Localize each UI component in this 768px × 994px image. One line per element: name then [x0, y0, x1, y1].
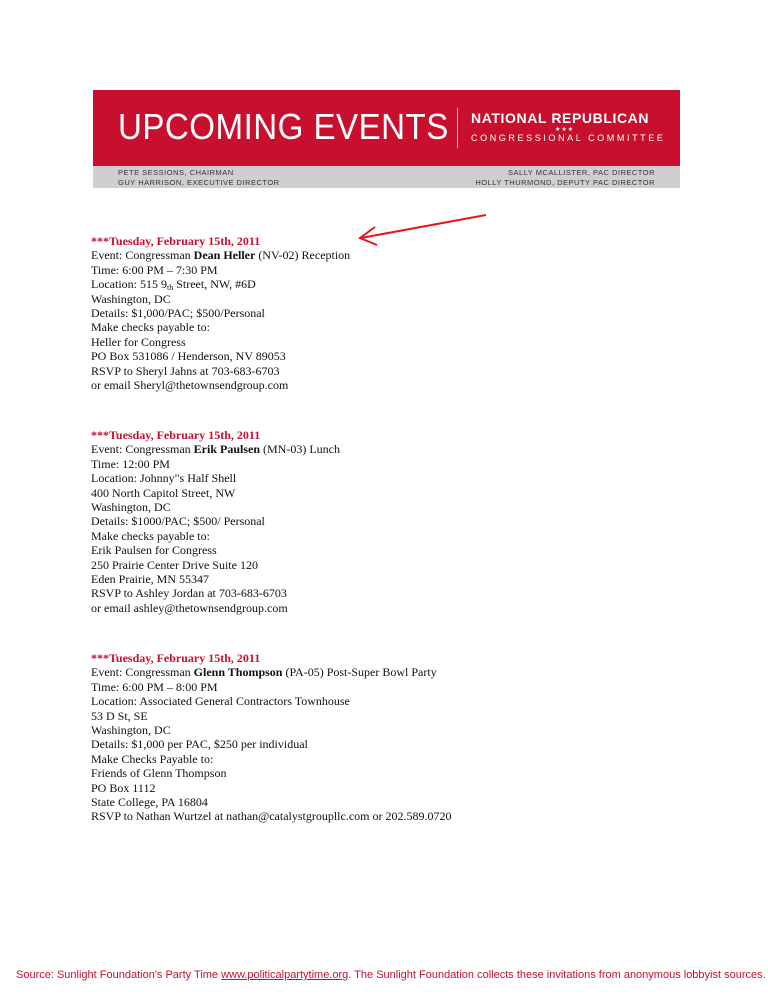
- footer-link[interactable]: www.politicalpartytime.org: [221, 969, 349, 981]
- congressman-name: Erik Paulsen: [193, 442, 261, 457]
- event-prefix: Event: Congressman: [91, 248, 194, 263]
- event-glenn-thompson: [91, 651, 452, 824]
- event-suffix: (NV-02) Reception: [255, 248, 351, 263]
- staff-deputy-pac-director: HOLLY THURMOND, DEPUTY PAC DIRECTOR: [475, 177, 655, 187]
- event-address-1: 250 Prairie Center Drive Suite 120: [91, 557, 258, 572]
- event-time: Time: 6:00 PM – 7:30 PM: [91, 262, 218, 277]
- event-date: ***Tuesday, February 15th, 2011: [91, 651, 261, 665]
- event-prefix: Event: Congressman: [91, 442, 194, 457]
- event-payee: Friends of Glenn Thompson: [91, 766, 227, 781]
- staff-chairman: PETE SESSIONS, CHAIRMAN: [118, 168, 234, 177]
- event-rsvp: RSVP to Sheryl Jahns at 703-683-6703: [91, 363, 280, 378]
- footer-prefix: Source: Sunlight Foundation's Party Time: [16, 969, 222, 981]
- event-email: or email ashley@thetownsendgroup.com: [91, 600, 288, 615]
- event-date: ***Tuesday, February 15th, 2011: [91, 428, 261, 442]
- event-details: Details: $1,000/PAC; $500/Personal: [91, 306, 265, 321]
- event-address-1: PO Box 1112: [91, 780, 156, 795]
- congressman-name: Glenn Thompson: [193, 665, 283, 680]
- event-title: [91, 442, 340, 456]
- event-prefix: Event: Congressman: [91, 665, 194, 680]
- event-address: PO Box 531086 / Henderson, NV 89053: [91, 349, 286, 364]
- event-street: 53 D St, SE: [91, 708, 148, 723]
- event-city: Washington, DC: [91, 500, 171, 515]
- event-email: or email Sheryl@thetownsendgroup.com: [91, 378, 289, 393]
- congressman-name: Dean Heller: [193, 248, 256, 263]
- staff-left: [118, 168, 280, 187]
- event-suffix: (MN-03) Lunch: [260, 442, 340, 457]
- event-payee: Erik Paulsen for Congress: [91, 543, 217, 558]
- event-details: Details: $1,000 per PAC, $250 per individual: [91, 737, 308, 752]
- upcoming-events-banner: [93, 90, 680, 188]
- staff-executive-director: GUY HARRISON, EXECUTIVE DIRECTOR: [118, 177, 280, 187]
- event-rsvp: RSVP to Ashley Jordan at 703-683-6703: [91, 586, 287, 601]
- event-time: Time: 12:00 PM: [91, 456, 170, 471]
- footer-suffix: . The Sunlight Foundation collects these invitations from anonymous lobbyist sources.: [348, 969, 766, 981]
- event-date: ***Tuesday, February 15th, 2011: [91, 234, 261, 248]
- event-city: Washington, DC: [91, 291, 171, 306]
- event-address-2: State College, PA 16804: [91, 795, 208, 810]
- org-subtitle: CONGRESSIONAL COMMITTEE: [471, 133, 666, 143]
- event-location: Location: Johnny"s Half Shell: [91, 471, 237, 486]
- event-title: [91, 665, 452, 679]
- banner-divider: [457, 108, 458, 148]
- arrow-left-icon: [355, 210, 490, 250]
- org-stars-icon: ★★★: [555, 127, 575, 133]
- event-suffix: (PA-05) Post-Super Bowl Party: [282, 665, 437, 680]
- event-location: [91, 277, 350, 291]
- source-footer: [16, 969, 766, 981]
- event-payee: Heller for Congress: [91, 334, 186, 349]
- location-post: Street, NW, #6D: [173, 277, 256, 292]
- event-dean-heller: [91, 234, 350, 392]
- event-rsvp: RSVP to Nathan Wurtzel at nathan@catalystgroupllc.com or 202.589.0720: [91, 809, 452, 824]
- event-address-2: Eden Prairie, MN 55347: [91, 572, 209, 587]
- event-street: 400 North Capitol Street, NW: [91, 485, 236, 500]
- staff-right: [475, 168, 655, 187]
- event-city: Washington, DC: [91, 723, 171, 738]
- org-name: NATIONAL REPUBLICAN: [471, 110, 650, 126]
- event-checks: Make checks payable to:: [91, 528, 210, 543]
- event-checks: Make Checks Payable to:: [91, 751, 214, 766]
- event-checks: Make checks payable to:: [91, 320, 210, 335]
- event-time: Time: 6:00 PM – 8:00 PM: [91, 679, 218, 694]
- location-sub: th: [166, 283, 174, 293]
- event-erik-paulsen: [91, 428, 340, 615]
- event-title: [91, 248, 350, 262]
- banner-title: UPCOMING EVENTS: [118, 106, 449, 147]
- event-location: Location: Associated General Contractors Townhouse: [91, 694, 350, 709]
- event-details: Details: $1000/PAC; $500/ Personal: [91, 514, 265, 529]
- location-pre: Location: 515 9: [91, 277, 167, 292]
- staff-pac-director: SALLY MCALLISTER, PAC DIRECTOR: [508, 168, 655, 177]
